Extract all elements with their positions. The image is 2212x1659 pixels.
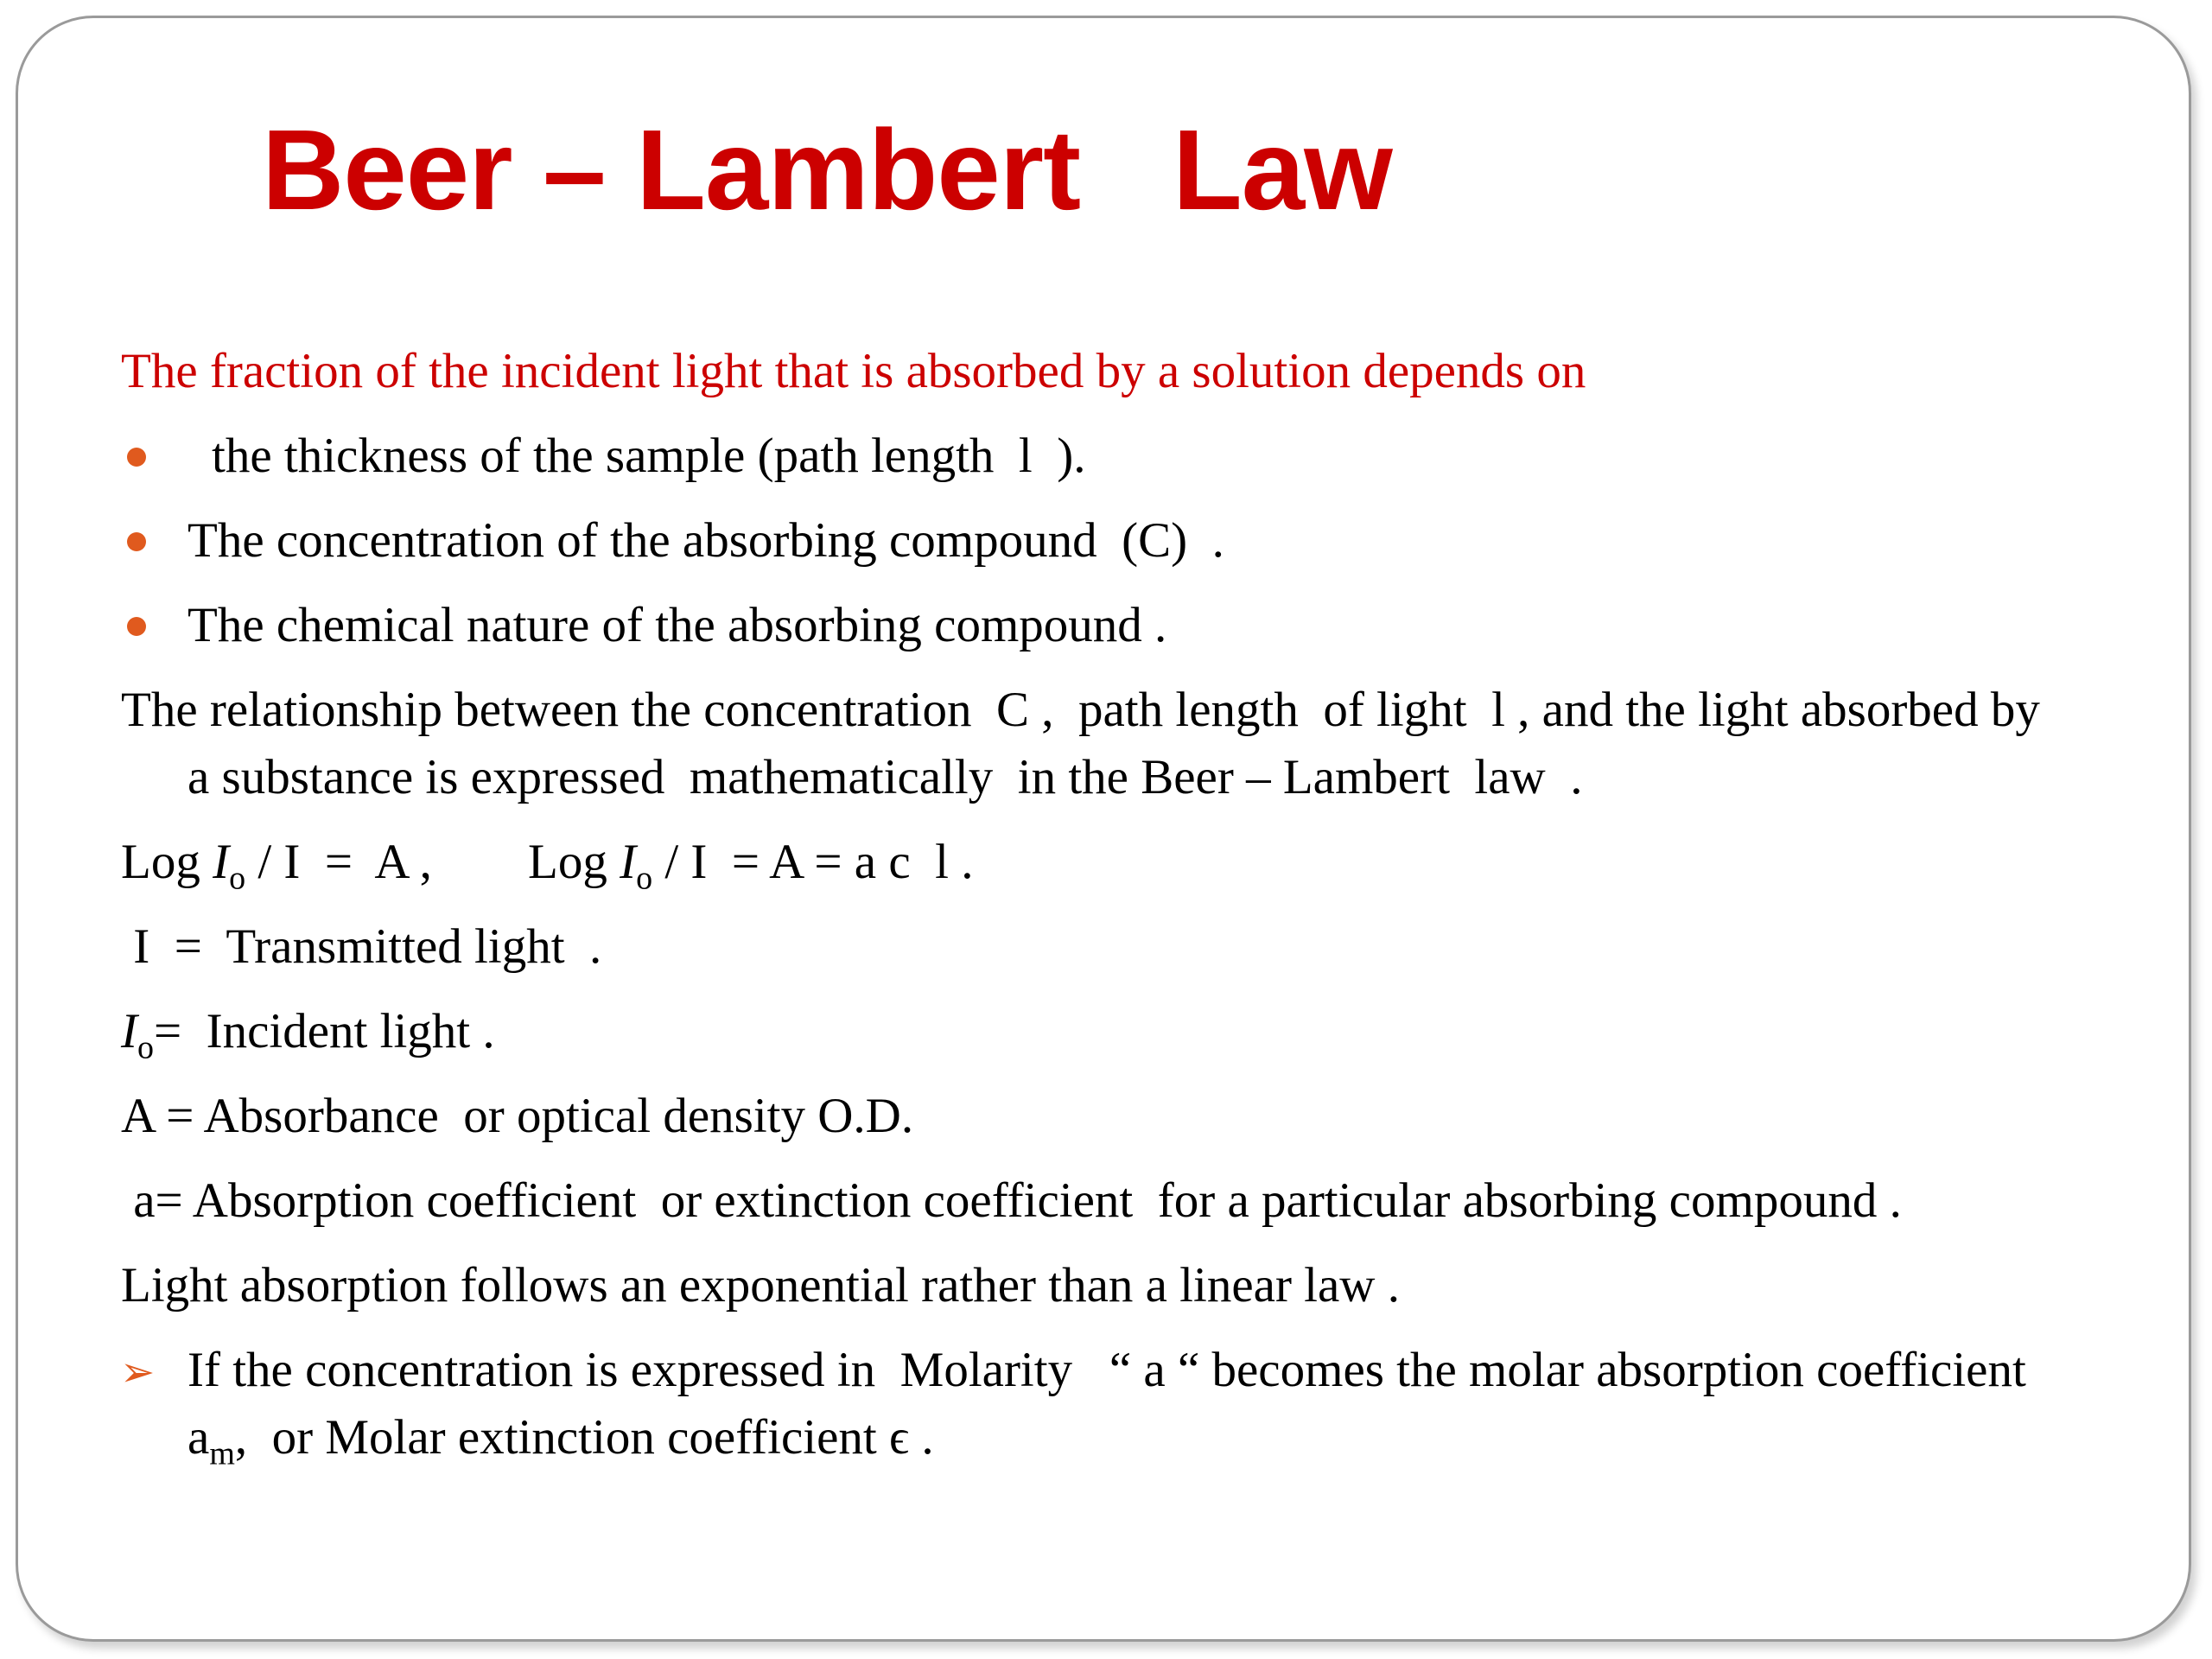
definition-incident: $I_o=$ Incident light . <box>121 1004 495 1066</box>
relationship-line-1: The relationship between the concentration C , path length of light l , and the light absorbed by <box>121 683 2040 737</box>
molarity-line-1: If the concentration is expressed in Molarity “ a “ becomes the molar absorption coefficient <box>188 1343 2026 1397</box>
intro-text: The fraction of the incident light that is absorbed by a solution depends on <box>121 344 1586 398</box>
bullet-dot-icon <box>127 617 146 636</box>
bullet-thickness: the thickness of the sample (path length l ). <box>212 429 1086 483</box>
bullet-dot-icon <box>127 448 146 467</box>
slide-title: Beer – Lambert Law <box>262 106 1392 233</box>
equation-absorbance: Log $I_o / I = A$ , <box>121 835 432 897</box>
bullet-chemical-nature: The chemical nature of the absorbing compound . <box>188 598 1167 652</box>
relationship-line-2: a substance is expressed mathematically in the Beer – Lambert law . <box>188 750 1583 804</box>
arrow-bullet-icon: ➢ <box>120 1348 156 1396</box>
bullet-concentration: The concentration of the absorbing compound (C) . <box>188 513 1224 568</box>
slide-frame <box>16 16 2191 1642</box>
exponential-law-text: Light absorption follows an exponential rather than a linear law . <box>121 1258 1400 1313</box>
molarity-line-2: $a_m$, or Molar extinction coefficient ϵ . <box>188 1410 934 1472</box>
equation-beer-lambert: Log $I_o / I = A = a$ c l . <box>528 835 974 897</box>
definition-transmitted: I = Transmitted light . <box>121 919 602 974</box>
bullet-dot-icon <box>127 532 146 551</box>
definition-coefficient: a= Absorption coefficient or extinction coefficient for a particular absorbing compound . <box>121 1173 1902 1228</box>
definition-absorbance: A = Absorbance or optical density O.D. <box>121 1089 914 1143</box>
